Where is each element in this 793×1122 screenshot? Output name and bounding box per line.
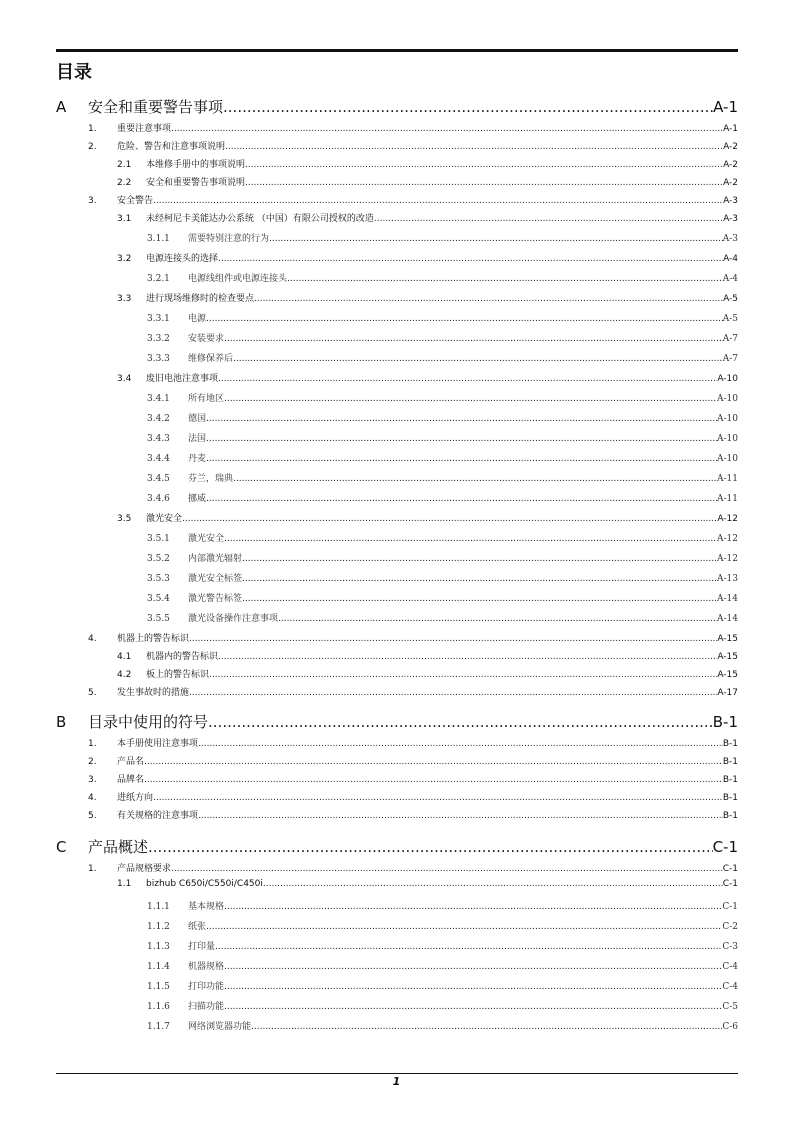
dot-leader	[223, 98, 713, 116]
toc-entry-title: 激光安全标签	[188, 574, 243, 584]
dot-leader	[171, 124, 723, 134]
toc-entry-number: B	[56, 713, 67, 731]
toc-entry[interactable]	[56, 571, 738, 584]
toc-entry-title: 产品名	[117, 757, 145, 767]
dot-leader	[218, 652, 717, 662]
toc-entry-title: 打印量	[188, 942, 216, 952]
dot-leader	[251, 1022, 722, 1032]
toc-entry-title: 德国	[188, 414, 207, 424]
dot-leader	[182, 514, 717, 524]
toc-entry[interactable]	[56, 899, 738, 912]
toc-entry-number: 3.4.4	[147, 454, 170, 464]
toc-entry[interactable]	[56, 790, 738, 803]
toc-entry-page: A-5	[722, 314, 738, 324]
toc-entry-title: 未经柯尼卡美能达办公系统 （中国）有限公司授权的改造	[146, 214, 374, 224]
dot-leader	[198, 811, 723, 821]
dot-leader	[287, 274, 723, 284]
dot-leader	[224, 982, 722, 992]
toc-entry-title: 安全和重要警告事项说明	[146, 178, 246, 188]
toc-entry-number: 3.3.3	[147, 354, 170, 364]
toc-entry-title: 危险、警告和注意事项说明	[117, 142, 226, 152]
toc-entry[interactable]	[56, 157, 738, 170]
toc-entry-title: 品牌名	[117, 775, 145, 785]
dot-leader	[224, 334, 723, 344]
dot-leader	[215, 942, 722, 952]
toc-entry[interactable]	[56, 471, 738, 484]
toc-entry-number: 4.	[88, 634, 97, 644]
toc-entry-page: A-17	[717, 688, 738, 698]
toc-entry[interactable]	[56, 391, 738, 404]
dot-leader	[144, 757, 723, 767]
toc-entry-page: A-10	[717, 414, 738, 424]
toc-entry-title: 激光安全	[188, 534, 225, 544]
toc-entry-title: 激光警告标签	[188, 594, 243, 604]
toc-entry-number: 3.5	[117, 514, 132, 524]
toc-entry-number: 1.1.6	[147, 1002, 170, 1012]
toc-entry-page: A-2	[723, 160, 738, 170]
toc-entry-title: 法国	[188, 434, 207, 444]
dot-leader	[208, 713, 713, 731]
toc-entry-page: A-1	[713, 98, 738, 116]
toc-entry-title: 机器内的警告标识	[146, 652, 219, 662]
toc-entry[interactable]	[56, 531, 738, 544]
dot-leader	[224, 394, 717, 404]
toc-entry-title: 机器上的警告标识	[117, 634, 190, 644]
toc-entry[interactable]	[56, 193, 738, 206]
toc-entry[interactable]	[56, 591, 738, 604]
toc-entry[interactable]	[56, 139, 738, 152]
toc-entry-title: 重要注意事项	[117, 124, 172, 134]
toc-entry-page: A-3	[723, 196, 738, 206]
toc-entry[interactable]	[56, 175, 738, 188]
toc-entry-number: 5.	[88, 811, 97, 821]
toc-entry-number: 3.3.1	[147, 314, 170, 324]
toc-entry[interactable]	[56, 649, 738, 662]
toc-entry-title: 电源线组件或电源连接头	[188, 274, 288, 284]
toc-entry-title: 内部激光辐射	[188, 554, 243, 564]
toc-entry[interactable]	[56, 251, 738, 264]
toc-entry[interactable]	[56, 351, 738, 364]
dot-leader	[245, 160, 723, 170]
toc-entry[interactable]	[56, 311, 738, 324]
toc-entry-page: A-1	[723, 124, 738, 134]
toc-entry-page: B-1	[722, 811, 738, 821]
toc-entry-number: 3.5.5	[147, 614, 170, 624]
toc-entry-title: 废旧电池注意事项	[146, 374, 219, 384]
toc-entry-page: C-2	[722, 922, 738, 932]
toc-entry-page: A-2	[723, 178, 738, 188]
toc-entry-number: 3.3.2	[147, 334, 170, 344]
toc-entry-number: 3.4.2	[147, 414, 170, 424]
toc-entry-page: A-4	[722, 274, 738, 284]
dot-leader	[206, 414, 717, 424]
toc-entry-page: C-4	[722, 982, 738, 992]
toc-entry-page: A-10	[717, 454, 738, 464]
dot-leader	[189, 634, 717, 644]
toc-entry-page: A-4	[723, 254, 738, 264]
toc-entry-page: C-5	[722, 1002, 738, 1012]
toc-entry-number: 2.	[88, 142, 97, 152]
dot-leader	[278, 614, 717, 624]
page-number: 1	[392, 1075, 401, 1088]
toc-entry-number: 3.1	[117, 214, 132, 224]
toc-entry-title: 安全和重要警告事项	[88, 98, 224, 116]
toc-entry-number: 3.5.3	[147, 574, 170, 584]
toc-entry[interactable]	[56, 371, 738, 384]
toc-entry[interactable]	[56, 331, 738, 344]
toc-entry-title: 目录中使用的符号	[88, 713, 209, 731]
toc-entry-number: 1.	[88, 864, 97, 874]
toc-entry[interactable]	[56, 211, 738, 224]
toc-entry-page: A-15	[717, 634, 738, 644]
toc-entry-title: 安全警告	[117, 196, 154, 206]
toc-entry-number: 1.1.2	[147, 922, 170, 932]
toc-entry-number: 3.4	[117, 374, 132, 384]
toc-entry-title: 扫描功能	[188, 1002, 225, 1012]
toc-entry-page: A-12	[717, 534, 738, 544]
dot-leader	[224, 962, 722, 972]
dot-leader	[225, 142, 723, 152]
toc-entry-page: C-1	[722, 902, 738, 912]
toc-entry-number: 2.2	[117, 178, 132, 188]
toc-entry-number: 3.4.5	[147, 474, 170, 484]
toc-entry[interactable]	[56, 231, 738, 244]
toc-entry-title: 板上的警告标识	[146, 670, 210, 680]
toc-entry-number: 1.	[88, 739, 97, 749]
toc-entry[interactable]	[56, 808, 738, 821]
toc-entry-page: C-6	[722, 1022, 738, 1032]
toc-entry-page: A-15	[717, 670, 738, 680]
toc-entry-title: 本维修手册中的事项说明	[146, 160, 246, 170]
toc-entry-page: C-1	[722, 864, 738, 874]
toc-entry[interactable]	[56, 772, 738, 785]
toc-entry-title: 激光安全	[146, 514, 183, 524]
toc-entry-title: 芬兰，瑞典	[188, 474, 234, 484]
toc-entry-number: 1.1.7	[147, 1022, 170, 1032]
toc-entry[interactable]	[56, 631, 738, 644]
dot-leader	[148, 838, 713, 856]
toc-entry-title: 打印功能	[188, 982, 225, 992]
toc-entry-number: 2.	[88, 757, 97, 767]
toc-entry-page: A-10	[717, 374, 738, 384]
toc-entry-title: 有关规格的注意事项	[117, 811, 199, 821]
toc-entry[interactable]	[56, 919, 738, 932]
toc-entry-title: 维修保养后	[188, 354, 234, 364]
toc-entry[interactable]	[56, 271, 738, 284]
toc-entry[interactable]	[56, 754, 738, 767]
toc-entry-page: A-14	[717, 614, 738, 624]
dot-leader	[198, 739, 723, 749]
toc-entry-title: 网络浏览器功能	[188, 1022, 252, 1032]
toc-entry-number: 4.1	[117, 652, 132, 662]
toc-entry[interactable]	[56, 291, 738, 304]
toc-entry-title: 电源连接头的选择	[146, 254, 219, 264]
toc-entry-page: C-1	[722, 879, 738, 889]
toc-entry-number: 2.1	[117, 160, 132, 170]
dot-leader	[245, 178, 723, 188]
page-title: 目录	[56, 62, 92, 83]
toc-section-heading[interactable]	[56, 96, 738, 117]
toc-entry-title: 需要特别注意的行为	[188, 234, 270, 244]
toc-entry[interactable]	[56, 736, 738, 749]
toc-entry-number: A	[56, 98, 67, 116]
toc-entry[interactable]	[56, 999, 738, 1012]
toc-entry-title: 电源	[188, 314, 207, 324]
toc-entry-number: C	[56, 838, 67, 856]
toc-entry-number: 3.	[88, 775, 97, 785]
toc-entry-title: 发生事故时的措施	[117, 688, 190, 698]
toc-entry-number: 1.1.3	[147, 942, 170, 952]
toc-entry-page: A-10	[717, 394, 738, 404]
toc-section-heading[interactable]	[56, 711, 738, 732]
toc-entry-number: 3.2.1	[147, 274, 170, 284]
toc-entry-title: 机器规格	[188, 962, 225, 972]
toc-entry-page: A-10	[717, 434, 738, 444]
toc-entry-page: C-4	[722, 962, 738, 972]
dot-leader	[218, 374, 717, 384]
dot-leader	[209, 670, 717, 680]
dot-leader	[206, 922, 722, 932]
toc-entry-title: 本手册使用注意事项	[117, 739, 199, 749]
toc-entry-number: 3.	[88, 196, 97, 206]
toc-entry-page: A-2	[723, 142, 738, 152]
toc-entry-title: 产品概述	[88, 838, 149, 856]
toc-entry-title: bizhub C650i/C550i/C450i	[146, 879, 263, 889]
bottom-rule	[56, 1073, 738, 1074]
dot-leader	[153, 196, 723, 206]
toc-entry[interactable]	[56, 939, 738, 952]
toc-entry[interactable]	[56, 411, 738, 424]
toc-entry-title: 产品规格要求	[117, 864, 172, 874]
toc-entry-number: 3.4.3	[147, 434, 170, 444]
toc-section-heading[interactable]	[56, 836, 738, 857]
toc-entry[interactable]	[56, 667, 738, 680]
toc-entry-number: 3.4.1	[147, 394, 170, 404]
toc-entry-page: A-5	[723, 294, 738, 304]
toc-entry-number: 1.1.5	[147, 982, 170, 992]
toc-entry-page: A-13	[717, 574, 738, 584]
toc-entry[interactable]	[56, 685, 738, 698]
toc-entry[interactable]	[56, 611, 738, 624]
dot-leader	[189, 688, 717, 698]
toc-entry[interactable]	[56, 1019, 738, 1032]
toc-entry-title: 基本规格	[188, 902, 225, 912]
toc-entry[interactable]	[56, 551, 738, 564]
toc-entry[interactable]	[56, 879, 738, 889]
dot-leader	[242, 554, 717, 564]
dot-leader	[374, 214, 723, 224]
toc-entry-page: A-14	[717, 594, 738, 604]
toc-entry-title: 丹麦	[188, 454, 207, 464]
toc-entry-number: 3.2	[117, 254, 132, 264]
dot-leader	[144, 775, 723, 785]
toc-entry-page: A-11	[717, 474, 738, 484]
toc-entry-number: 3.1.1	[147, 234, 170, 244]
dot-leader	[233, 354, 723, 364]
dot-leader	[206, 494, 717, 504]
toc-entry-page: A-11	[717, 494, 738, 504]
toc-entry[interactable]	[56, 451, 738, 464]
toc-entry[interactable]	[56, 511, 738, 524]
toc-entry-page: A-7	[722, 354, 738, 364]
toc-entry-page: B-1	[722, 739, 738, 749]
toc-entry[interactable]	[56, 959, 738, 972]
toc-entry-title: 激光设备操作注意事项	[188, 614, 279, 624]
toc-entry[interactable]	[56, 979, 738, 992]
toc-entry[interactable]	[56, 491, 738, 504]
top-rule	[56, 49, 738, 52]
toc-entry-number: 5.	[88, 688, 97, 698]
toc-entry-number: 1.	[88, 124, 97, 134]
dot-leader	[242, 594, 717, 604]
toc-entry-page: C-1	[712, 838, 738, 856]
toc-entry-page: B-1	[722, 775, 738, 785]
toc-entry-number: 3.5.4	[147, 594, 170, 604]
toc-entry-number: 3.5.1	[147, 534, 170, 544]
dot-leader	[224, 902, 722, 912]
dot-leader	[263, 879, 723, 889]
toc-entry-title: 所有地区	[188, 394, 225, 404]
dot-leader	[206, 314, 723, 324]
dot-leader	[254, 294, 723, 304]
toc-entry-title: 进行现场维修时的检查要点	[146, 294, 255, 304]
toc-entry-page: A-15	[717, 652, 738, 662]
toc-entry-title: 进纸方向	[117, 793, 154, 803]
toc-entry-number: 1.1.1	[147, 902, 170, 912]
toc-entry-page: A-7	[722, 334, 738, 344]
dot-leader	[233, 474, 717, 484]
toc-entry-page: A-3	[722, 234, 738, 244]
toc-entry-number: 1.1	[117, 879, 132, 889]
toc-entry-title: 挪威	[188, 494, 207, 504]
toc-entry-number: 3.3	[117, 294, 132, 304]
toc-entry-page: A-12	[717, 554, 738, 564]
toc-entry[interactable]	[56, 121, 738, 134]
toc-entry-number: 4.2	[117, 670, 132, 680]
dot-leader	[171, 864, 723, 874]
dot-leader	[224, 534, 717, 544]
toc-entry-number: 3.4.6	[147, 494, 170, 504]
toc-entry-page: A-3	[723, 214, 738, 224]
toc-entry[interactable]	[56, 431, 738, 444]
toc-entry-title: 纸张	[188, 922, 207, 932]
dot-leader	[242, 574, 717, 584]
dot-leader	[206, 434, 717, 444]
toc-entry-number: 1.1.4	[147, 962, 170, 972]
dot-leader	[224, 1002, 722, 1012]
toc-entry-page: C-3	[722, 942, 738, 952]
toc-entry-title: 安装要求	[188, 334, 225, 344]
toc-entry-page: B-1	[712, 713, 738, 731]
toc-entry-number: 4.	[88, 793, 97, 803]
toc-entry-page: B-1	[722, 793, 738, 803]
dot-leader	[206, 454, 717, 464]
dot-leader	[269, 234, 723, 244]
dot-leader	[153, 793, 723, 803]
toc-entry-number: 3.5.2	[147, 554, 170, 564]
toc-entry-page: B-1	[722, 757, 738, 767]
dot-leader	[218, 254, 723, 264]
toc-entry-page: A-12	[717, 514, 738, 524]
toc-entry[interactable]	[56, 861, 738, 874]
